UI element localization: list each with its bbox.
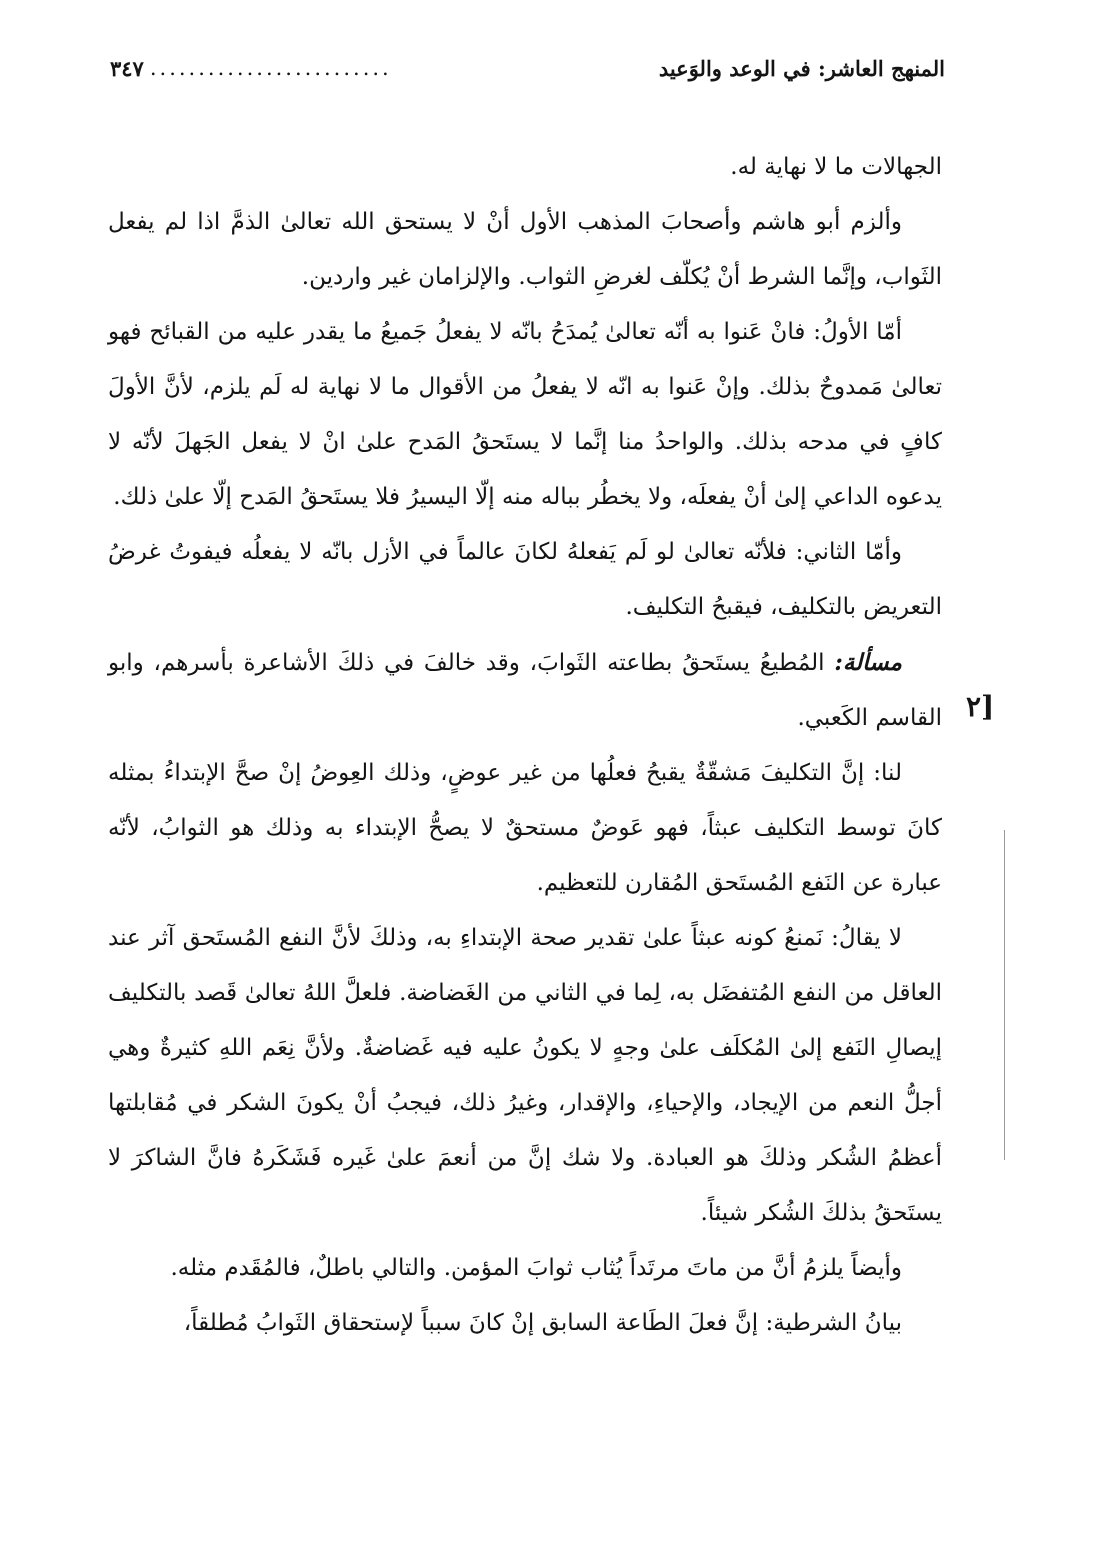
paragraph-8: وأيضاً يلزمُ أنَّ من ماتَ مرتَداً يُثاب ثوابَ المؤمن. والتالي باطلٌ، فالمُقَدم مثله.	[170, 1255, 902, 1281]
paragraph-9: بيانُ الشرطية: إنَّ فعلَ الطَاعة السابق إنْ كانَ سبباً لإستحقاق الثَوابُ مُطلقاً،	[183, 1310, 902, 1336]
margin-marker: [٢	[966, 690, 995, 723]
paragraph-5	[108, 635, 942, 746]
chapter-title: المنهج العاشر: في الوعد والوَعيد	[658, 55, 945, 81]
paragraph-2: وألزم أبو هاشم وأصحابَ المذهب الأول أنْ لا يستحق الله تعالىٰ الذمَّ اذا لم يفعل الثَواب، وإنَّما الشرط أنْ يُكلّف لغرضِ الثواب. والإلزامان غير واردين.	[108, 209, 942, 290]
running-header	[110, 48, 945, 88]
paragraph-5-text: المُطيعُ يستَحقُ بطاعته الثَوابَ، وقد خالفَ في ذلكَ الأشاعرة بأسرهم، وابو القاسم الكَعبي.	[108, 650, 942, 731]
paragraph-7: لا يقالُ: نَمنعُ كونه عبثاً علىٰ تقدير صحة الإبتداءِ به، وذلكَ لأنَّ النفع المُستَحق آثر عند العاقل من النفع المُتفضَل به، لِما في الثاني من الغَضاضة. فلعلَّ اللهُ تعالىٰ قَصد بالتكليف إيصالِ النَفع إلىٰ المُكلَف علىٰ وجهٍ لا يكونُ عليه فيه غَضاضةٌ. ولأنَّ نِعَم اللهِ كثيرةٌ وهي أجلُّ النعم من الإيجاد، والإحياءِ، والإقدار، وغيرُ ذلك، فيجبُ أنْ يكونَ الشكر في مُقابلتها أعظمُ الشُكر وذلكَ هو العبادة. ولا شك إنَّ من أنعمَ علىٰ غَيره فَشَكَرهُ فانَّ الشاكرَ لا يستَحقُ بذلكَ الشُكر شيئاً.	[108, 925, 942, 1226]
main-text	[108, 140, 942, 1351]
paragraph-6: لنا: إنَّ التكليفَ مَشقّةٌ يقبحُ فعلُها من غير عوضٍ، وذلك العِوضُ إنْ صحَّ الإبتداءُ بمثله كانَ توسط التكليف عبثاً، فهو عَوضٌ مستحقٌ لا يصحُّ الإبتداء به وذلك هو الثوابُ، لأنّه عبارة عن النَفع المُستَحق المُقارن للتعظيم.	[108, 760, 942, 896]
paragraph-1: الجهالات ما لا نهاية له.	[730, 154, 942, 180]
paragraph-4: وأمّا الثاني: فلأنّه تعالىٰ لو لَم يَفعلهُ لكانَ عالماً في الأزل بانّه لا يفعلُه فيفوتُ غرضُ التعريض بالتكليف، فيقبحُ التكليف.	[108, 539, 942, 620]
issue-label: مسألة:	[834, 649, 903, 676]
margin-rule	[1004, 830, 1005, 1160]
leader-dots: .........................	[149, 56, 392, 80]
page-number: ٣٤٧	[110, 55, 144, 81]
paragraph-3: أمّا الأولُ: فانْ عَنوا به أنّه تعالىٰ يُمدَحُ بانّه لا يفعلُ جَميعُ ما يقدر عليه من القبائح فهو تعالىٰ مَمدوحٌ بذلك. وإنْ عَنوا به انّه لا يفعلُ من الأقوال ما لا نهاية له لَم يلزم، لأنَّ الأولَ كافٍ في مدحه بذلك. والواحدُ منا إنَّما لا يستَحقُ المَدح علىٰ انْ لا يفعل الجَهلَ لأنّه لا يدعوه الداعي إلىٰ أنْ يفعلَه، ولا يخطُر بباله منه إلّا اليسيرُ فلا يستَحقُ المَدح إلّا علىٰ ذلك.	[108, 319, 942, 510]
